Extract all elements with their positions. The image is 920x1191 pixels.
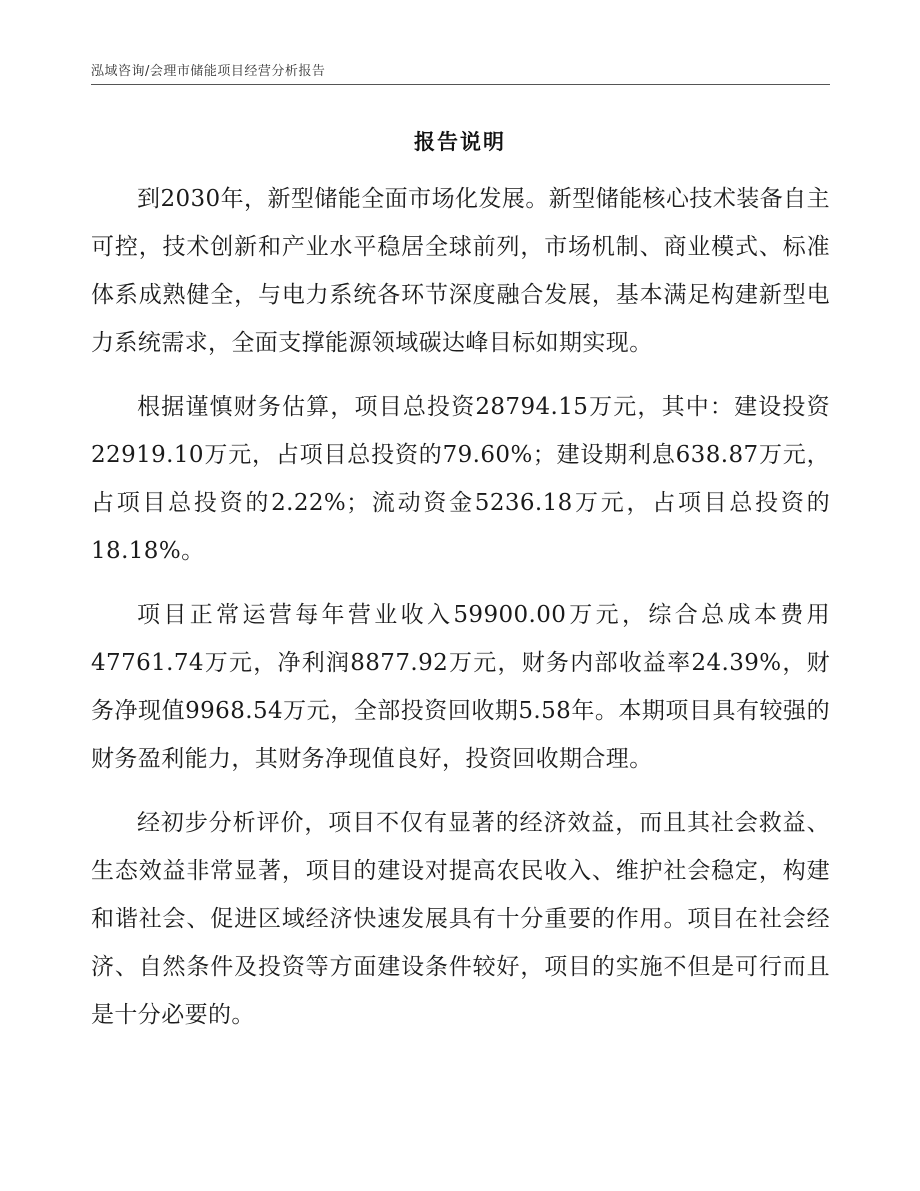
paragraph-investment: 根据谨慎财务估算，项目总投资28794.15万元，其中：建设投资22919.10万元，占项目总投资的79.60%；建设期利息638.87万元，占项目总投资的2.22%；流动资金5236.18万元，占项目总投资的18.18%。	[91, 394, 830, 564]
paragraph-evaluation: 经初步分析评价，项目不仅有显著的经济效益，而且其社会救益、生态效益非常显著，项目的建设对提高农民收入、维护社会稳定，构建和谐社会、促进区域经济快速发展具有十分重要的作用。项目在社会经济、自然条件及投资等方面建设条件较好，项目的实施不但是可行而且是十分必要的。	[91, 810, 830, 1028]
body-text	[91, 175, 830, 1055]
paragraph-financials: 项目正常运营每年营业收入59900.00万元，综合总成本费用47761.74万元，净利润8877.92万元，财务内部收益率24.39%，财务净现值9968.54万元，全部投资回收期5.58年。本期项目具有较强的财务盈利能力，其财务净现值良好，投资回收期合理。	[91, 602, 830, 772]
running-header: 泓域咨询/会理市储能项目经营分析报告	[91, 64, 326, 79]
page-title: 报告说明	[414, 130, 506, 154]
header-divider	[91, 84, 830, 85]
paragraph-outlook: 到2030年，新型储能全面市场化发展。新型储能核心技术装备自主可控，技术创新和产业水平稳居全球前列，市场机制、商业模式、标准体系成熟健全，与电力系统各环节深度融合发展，基本满足构建新型电力系统需求，全面支撑能源领域碳达峰目标如期实现。	[91, 186, 830, 356]
